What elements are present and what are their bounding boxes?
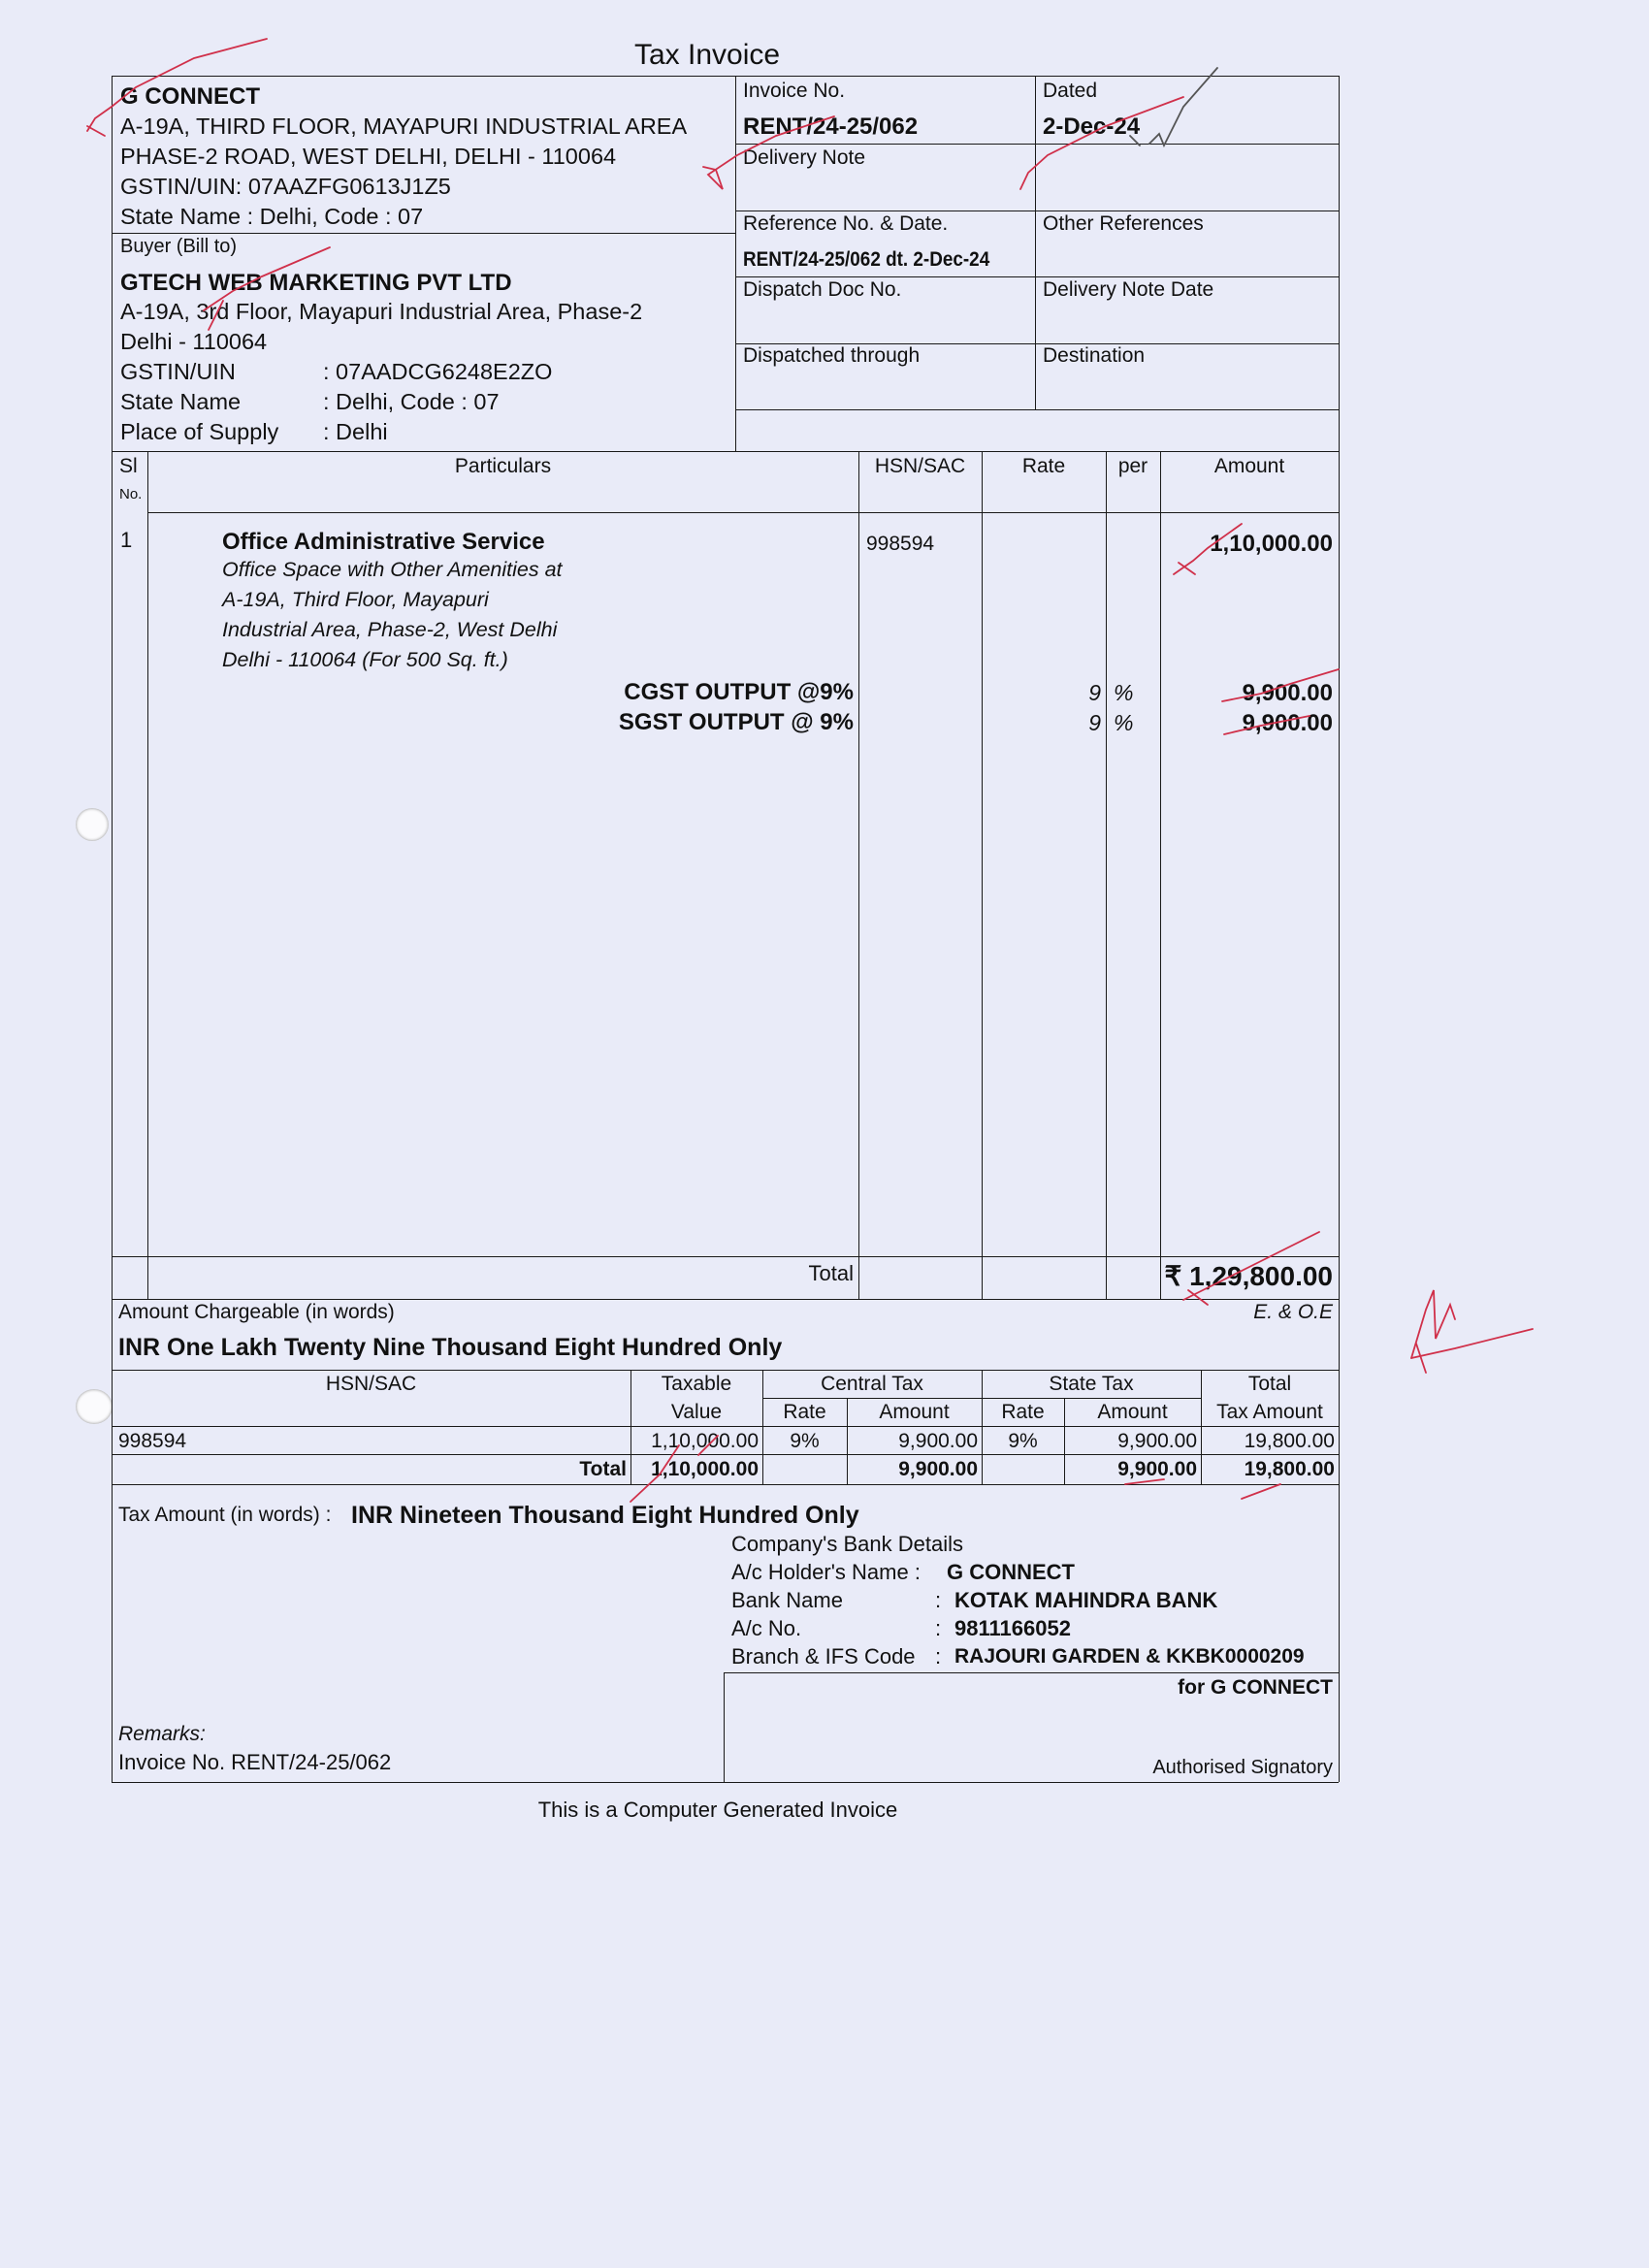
- tax-total-s-amount: 9,900.00: [1117, 1458, 1197, 1480]
- tax-total-label: Total: [579, 1458, 627, 1480]
- buyer-state-value: : Delhi, Code : 07: [323, 389, 500, 414]
- other-references-label: Other References: [1043, 212, 1204, 235]
- bank-ac-colon: :: [935, 1616, 942, 1640]
- buyer-heading: Buyer (Bill to): [120, 236, 238, 257]
- tax-row-hsn: 998594: [118, 1430, 187, 1452]
- tax-col-value: Value: [670, 1401, 723, 1423]
- buyer-gstin-label: GSTIN/UIN: [120, 359, 236, 384]
- cgst-per: %: [1114, 680, 1134, 705]
- sgst-label: SGST OUTPUT @ 9%: [618, 709, 854, 735]
- delivery-note-label: Delivery Note: [743, 146, 866, 169]
- seller-gstin: GSTIN/UIN: 07AAZFG0613J1Z5: [120, 174, 451, 199]
- item-desc-line2: A-19A, Third Floor, Mayapuri: [222, 588, 489, 611]
- tax-words-label: Tax Amount (in words) :: [118, 1504, 332, 1526]
- place-of-supply-label: Place of Supply: [120, 419, 279, 444]
- col-rate: Rate: [1021, 455, 1066, 477]
- item-amount: 1,10,000.00: [1210, 531, 1333, 557]
- seller-state: State Name : Delhi, Code : 07: [120, 204, 424, 229]
- buyer-gstin-value: : 07AADCG6248E2ZO: [323, 359, 553, 384]
- remarks-label: Remarks:: [118, 1723, 206, 1745]
- item-sl: 1: [120, 528, 133, 552]
- total-label: Total: [808, 1261, 854, 1285]
- item-desc-line4: Delhi - 110064 (For 500 Sq. ft.): [222, 648, 508, 671]
- seller-address-line1: A-19A, THIRD FLOOR, MAYAPURI INDUSTRIAL AREA: [120, 113, 688, 139]
- col-amount: Amount: [1213, 455, 1285, 477]
- tax-row-s-rate: 9%: [1008, 1430, 1038, 1452]
- invoice-no-label: Invoice No.: [743, 80, 846, 102]
- bank-name-label: Bank Name: [731, 1588, 843, 1612]
- col-hsn: HSN/SAC: [874, 455, 966, 477]
- tax-col-state: State Tax: [1049, 1373, 1134, 1395]
- tax-row-s-amount: 9,900.00: [1117, 1430, 1197, 1452]
- bank-ac-label: A/c No.: [731, 1616, 802, 1640]
- bank-branch-value: RAJOURI GARDEN & KKBK0000209: [954, 1645, 1305, 1668]
- bank-heading: Company's Bank Details: [731, 1532, 963, 1556]
- tax-col-s-amount: Amount: [1097, 1401, 1168, 1423]
- total-amount: ₹ 1,29,800.00: [1164, 1261, 1333, 1291]
- sgst-amount: 9,900.00: [1242, 710, 1333, 736]
- reference-value: RENT/24-25/062 dt. 2-Dec-24: [743, 248, 990, 271]
- cgst-label: CGST OUTPUT @9%: [624, 679, 854, 705]
- tax-col-taxable: Taxable: [661, 1373, 732, 1395]
- remarks-value: Invoice No. RENT/24-25/062: [118, 1750, 392, 1774]
- sgst-rate: 9: [1088, 710, 1101, 735]
- tax-row-c-amount: 9,900.00: [898, 1430, 978, 1452]
- dispatch-doc-label: Dispatch Doc No.: [743, 278, 902, 301]
- bank-branch-label: Branch & IFS Code: [731, 1644, 916, 1669]
- cgst-amount: 9,900.00: [1242, 680, 1333, 706]
- item-desc-line3: Industrial Area, Phase-2, West Delhi: [222, 618, 558, 641]
- footer-note: This is a Computer Generated Invoice: [537, 1798, 898, 1822]
- cgst-rate: 9: [1088, 680, 1101, 705]
- tax-col-c-amount: Amount: [879, 1401, 950, 1423]
- reference-label: Reference No. & Date.: [743, 212, 949, 235]
- amount-words-label: Amount Chargeable (in words): [118, 1301, 395, 1323]
- seller-name: G CONNECT: [120, 83, 260, 110]
- eoe: E. & O.E: [1253, 1301, 1333, 1323]
- tax-col-tax-amount: Tax Amount: [1216, 1401, 1323, 1423]
- for-company: for G CONNECT: [1178, 1676, 1333, 1699]
- invoice-title: Tax Invoice: [634, 39, 781, 71]
- item-desc-line1: Office Space with Other Amenities at: [222, 558, 563, 581]
- tax-col-c-rate: Rate: [783, 1401, 826, 1423]
- tax-words-value: INR Nineteen Thousand Eight Hundred Only: [351, 1502, 859, 1529]
- tax-col-hsn: HSN/SAC: [325, 1373, 417, 1395]
- bank-holder-label: A/c Holder's Name :: [731, 1560, 921, 1584]
- tax-col-total: Total: [1247, 1373, 1292, 1395]
- punch-hole-top: [76, 808, 109, 841]
- punch-hole-bottom: [76, 1389, 113, 1424]
- bank-branch-colon: :: [935, 1644, 942, 1669]
- col-sl-no: No.: [119, 486, 143, 502]
- buyer-state-label: State Name: [120, 389, 242, 414]
- bank-holder-value: G CONNECT: [947, 1560, 1075, 1584]
- item-name: Office Administrative Service: [222, 529, 545, 555]
- tax-row-taxable: 1,10,000.00: [651, 1430, 759, 1452]
- buyer-name: GTECH WEB MARKETING PVT LTD: [120, 270, 512, 296]
- buyer-address-line1: A-19A, 3rd Floor, Mayapuri Industrial Area, Phase-2: [120, 299, 643, 324]
- bank-name-colon: :: [935, 1588, 942, 1612]
- tax-total-c-amount: 9,900.00: [898, 1458, 978, 1480]
- authorised-signatory: Authorised Signatory: [1152, 1757, 1333, 1778]
- col-particulars: Particulars: [454, 455, 552, 477]
- tax-total-total: 19,800.00: [1244, 1458, 1335, 1480]
- seller-address-line2: PHASE-2 ROAD, WEST DELHI, DELHI - 110064: [120, 144, 617, 169]
- tax-row-total: 19,800.00: [1244, 1430, 1335, 1452]
- invoice-no-value: RENT/24-25/062: [743, 113, 919, 140]
- tax-col-s-rate: Rate: [1001, 1401, 1045, 1423]
- bank-name-value: KOTAK MAHINDRA BANK: [954, 1588, 1218, 1612]
- dispatched-through-label: Dispatched through: [743, 344, 921, 367]
- dated-value: 2-Dec-24: [1043, 113, 1141, 140]
- delivery-note-date-label: Delivery Note Date: [1043, 278, 1214, 301]
- col-sl: Sl: [119, 455, 138, 477]
- amount-words-value: INR One Lakh Twenty Nine Thousand Eight Hundred Only: [118, 1334, 783, 1361]
- item-hsn: 998594: [866, 533, 935, 555]
- buyer-address-line2: Delhi - 110064: [120, 329, 268, 354]
- tax-col-central: Central Tax: [821, 1373, 923, 1395]
- tax-row-c-rate: 9%: [790, 1430, 820, 1452]
- destination-label: Destination: [1043, 344, 1146, 367]
- dated-label: Dated: [1043, 80, 1098, 102]
- bank-ac-value: 9811166052: [954, 1616, 1071, 1640]
- sgst-per: %: [1114, 710, 1134, 735]
- tax-total-taxable: 1,10,000.00: [651, 1458, 759, 1480]
- col-per: per: [1117, 455, 1148, 477]
- place-of-supply-value: : Delhi: [323, 419, 388, 444]
